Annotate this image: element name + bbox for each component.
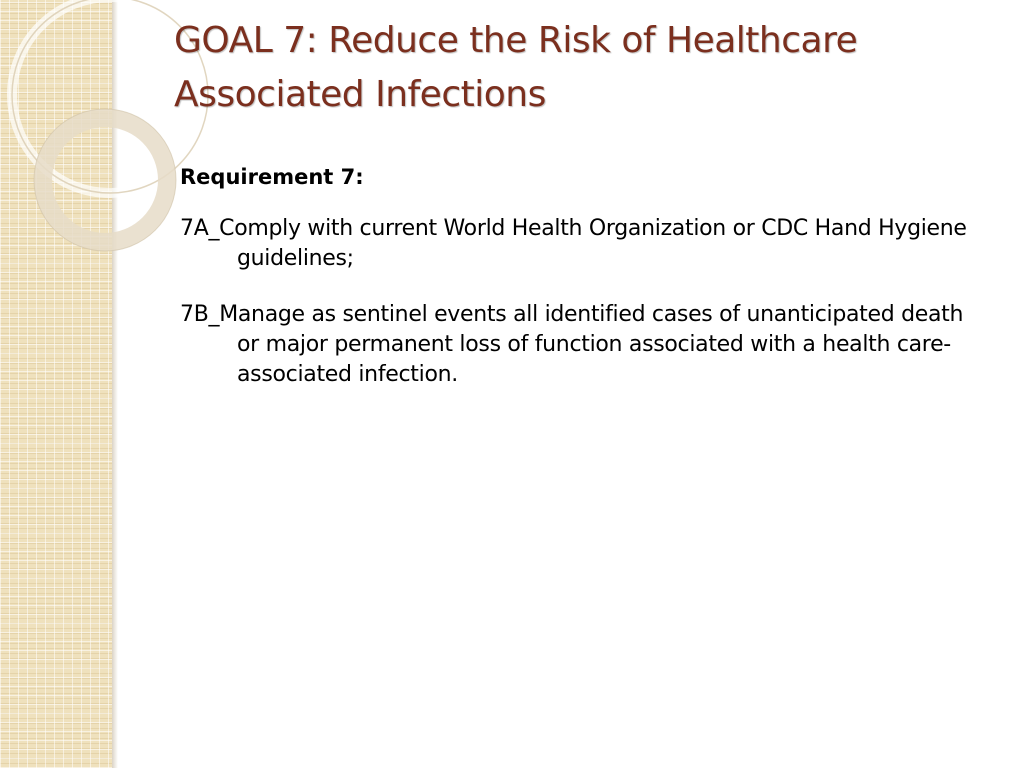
slide-body [180, 162, 990, 416]
requirement-item-7b: 7B_Manage as sentinel events all identified cases of unanticipated death or major permanent loss of function associated with a health care-associated infection. [180, 302, 964, 387]
slide-title: GOAL 7: Reduce the Risk of Healthcare Associated Infections [174, 20, 858, 115]
requirement-heading: Requirement 7: [180, 165, 364, 189]
requirement-item-7a: 7A_Comply with current World Health Organization or CDC Hand Hygiene guidelines; [180, 216, 967, 271]
